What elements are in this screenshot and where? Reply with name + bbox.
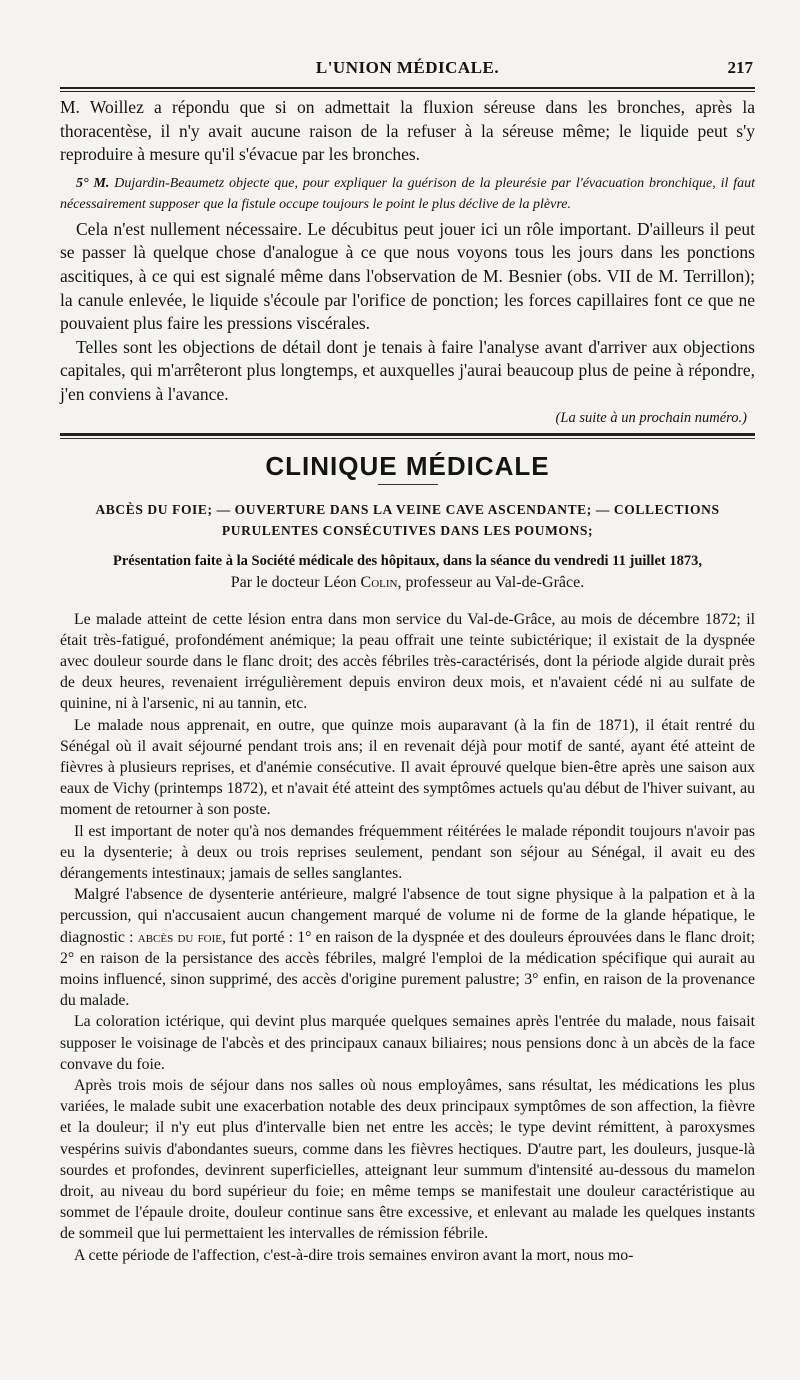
paragraph-exacerbation: Après trois mois de séjour dans nos salles où nous employâmes, sans résultat, les médications les plus variées, le malade subit une exacerbation notable des deux principaux symptômes de son affection, la fièvre et la douleur; il n'y eut plus d'intervalle bien net entre les accès; le type devint rémittent, à paroxysmes vespérins suivis d'abondantes sueurs, comme dans les fièvres hectiques. D'autre part, les douleurs, jusque-là sourdes et profondes, devinrent superficielles, atteignant leur summum d'intensité au-dessous du mamelon droit, au niveau du bord supérieur du foie; en même temps se manifestait une douleur caractéristique au sommet de l'épaule droite, douleur continue sans être excessive, et enlevant au malade les quelques instants de sommeil que lui permettaient les intervalles de rémission fébrile. xyxy=(60,1077,755,1243)
diagnosis-text-before: Malgré l'absence de dysenterie antérieure, malgré l'absence de tout signe physique à la palpation et à la percussion, qui n'accusaient aucun changement marqué de volume ni de forme de la glande hépatique, le diagnostic : xyxy=(60,886,755,946)
diagnosis-text-after: , fut porté : 1° en raison de la dyspnée et des douleurs éprouvées dans le flanc droit; 2° en raison de la persistance des accès fébriles, malgré l'emploi de la médication spécifique qui aurait au moins influencé, sinon supprimé, des accès d'origine purement palustre; 3° enfin, en raison de la provenance du malade. xyxy=(60,928,755,1010)
page-number: 217 xyxy=(727,58,753,77)
presentation-note: Présentation faite à la Société médicale des hôpitaux, dans la séance du vendredi 11 juillet 1873, xyxy=(113,552,702,569)
document-page xyxy=(60,55,755,1266)
diagnosis-term: abcès du foie xyxy=(137,928,223,946)
paragraph-diagnosis xyxy=(60,884,755,1011)
section-rule xyxy=(60,433,755,439)
paragraph-final-period: A cette période de l'affection, c'est-à-dire trois semaines environ avant la mort, nous mo- xyxy=(74,1246,634,1264)
article-title-line-2: PURULENTES CONSÉCUTIVES DANS LES POUMONS; xyxy=(221,522,594,538)
paragraph-woillez: M. Woillez a répondu que si on admettait la fluxion séreuse dans les bronches, après la thoracentèse, il n'y avait aucune raison de la refuser à la séreuse même; le liquide peut s'y reproduire à mesure qu'il s'évacue par les bronches. xyxy=(60,97,755,165)
author-prefix: Par le docteur Léon xyxy=(230,573,357,591)
paragraph-objection xyxy=(60,173,755,215)
author-line xyxy=(60,571,755,595)
paragraph-dysentery: Il est important de noter qu'à nos demandes fréquemment réitérées le malade répondit toujours n'avoir pas eu la dysenterie; à deux ou trois reprises seulement, pendant son séjour au Sénégal, il avait eu des dérangements intestinaux; jamais de selles sanglantes. xyxy=(60,822,755,882)
objection-number: 5° M. xyxy=(76,175,110,191)
paragraph-admission: Le malade atteint de cette lésion entra dans mon service du Val-de-Grâce, au mois de décembre 1872; il était très-fatigué, profondément anémique; la peau offrait une teinte subictérique; il existait de la dyspnée avec douleur sourde dans le flanc droit; des accès fébriles très-caractérisés, dont la période algide durait près de deux heures, revenaient irrégulièrement depuis environ deux mois, et n'avaient cédé ni au sulfate de quinine, ni à l'arsenic, ni au tannin, etc. xyxy=(60,610,755,713)
paragraph-objections-detail: Telles sont les objections de détail dont je tenais à faire l'analyse avant d'arriver aux objections capitales, qui m'arrêteront plus longtemps, et auxquelles j'aurai beaucoup plus de peine à répondre, j'en conviens à l'avance. xyxy=(60,336,755,404)
title-underline xyxy=(378,484,438,485)
paragraph-icterus: La coloration ictérique, qui devint plus marquée quelques semaines après l'entrée du malade, nous faisait supposer le voisinage de l'abcès et des principaux canaux biliaires; nous pensions donc à un abcès de la face convave du foie. xyxy=(60,1013,755,1073)
paragraph-history: Le malade nous apprenait, en outre, que quinze mois auparavant (à la fin de 1871), il était rentré du Sénégal où il avait séjourné pendant trois ans; il en revenait déjà pour motif de santé, ayant été atteint de fièvres à plusieurs reprises, et d'anémie consécutive. Il avait éprouvé quelque bien-être après une saison aux eaux de Vichy (printemps 1872), et n'avait été atteint des symptômes actuels qu'au début de l'hiver suivant, au moment de retourner à son poste. xyxy=(60,716,755,819)
author-name: Colin xyxy=(360,573,398,591)
author-suffix: , professeur au Val-de-Grâce. xyxy=(397,573,585,591)
objection-text: Dujardin-Beaumetz objecte que, pour expliquer la guérison de la pleurésie par l'évacuation bronchique, il faut nécessairement supposer que la fistule occupe toujours le point le plus déclive de la plèvre. xyxy=(60,175,755,212)
article-title xyxy=(60,499,755,541)
header-rule xyxy=(60,87,755,92)
article-title-line-1: ABCÈS DU FOIE; — OUVERTURE DANS LA VEINE CAVE ASCENDANTE; — COLLECTIONS xyxy=(95,501,720,517)
page-header xyxy=(60,55,755,81)
paragraph-decubitus: Cela n'est nullement nécessaire. Le décubitus peut jouer ici un rôle important. D'ailleurs il peut se passer là quelque chose d'analogue à ce que nous voyons tous les jours dans les ponctions ascitiques, à ce qui est signalé même dans l'observation de M. Besnier (obs. VII de M. Terrillon); la canule enlevée, le liquide s'écoule par l'orifice de ponction; les forces capillaires font ce que ne pouvaient plus faire les pressions viscérales. xyxy=(60,218,755,334)
continued-note: (La suite à un prochain numéro.) xyxy=(555,409,747,426)
section-title: CLINIQUE MÉDICALE xyxy=(265,450,550,481)
running-title: L'UNION MÉDICALE. xyxy=(315,58,500,77)
